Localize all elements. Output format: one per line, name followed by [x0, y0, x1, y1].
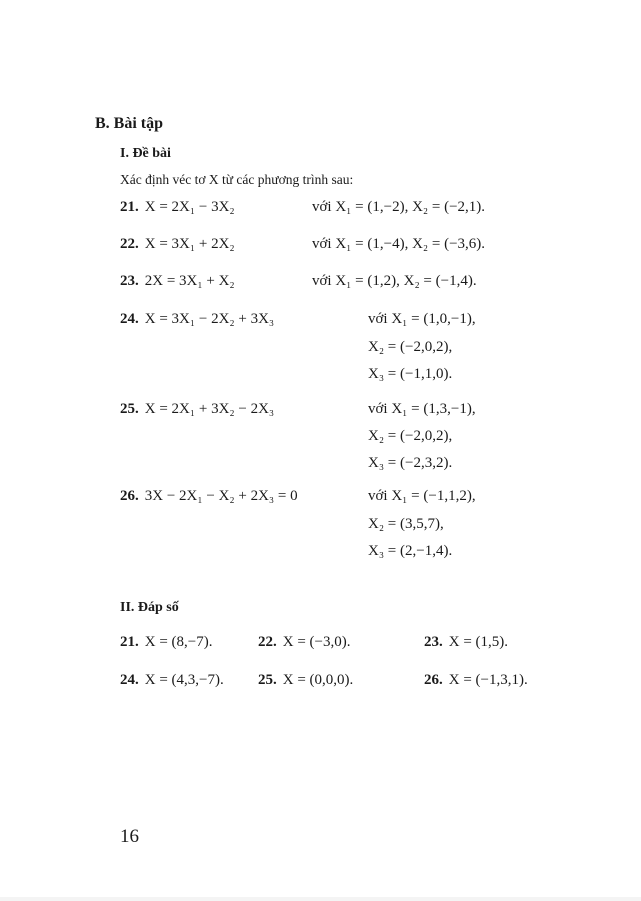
answer-25	[258, 672, 353, 689]
problem-number: 25.	[120, 401, 139, 417]
answer-number: 22.	[258, 634, 277, 650]
answer-number: 21.	[120, 634, 139, 650]
problem-number: 21.	[120, 199, 139, 215]
problem-26	[120, 488, 298, 505]
answer-number: 26.	[424, 672, 443, 688]
answer-number: 23.	[424, 634, 443, 650]
problem-equation: X = 3X₁ + 2X₂	[144, 236, 235, 252]
answer-22	[258, 634, 351, 651]
part2-heading: II. Đáp số	[120, 600, 179, 615]
answer-value: X = (1,5).	[448, 634, 509, 650]
answer-number: 24.	[120, 672, 139, 688]
answer-number: 25.	[258, 672, 277, 688]
problem-25	[120, 401, 274, 418]
problem-25-vector-2: X₂ = (−2,0,2),	[368, 428, 453, 444]
problem-equation: X = 2X₁ + 3X₂ − 2X₃	[144, 401, 275, 417]
problem-number: 23.	[120, 273, 139, 289]
problem-24-vector-3: X₃ = (−1,1,0).	[368, 366, 453, 382]
problem-26-vector-3: X₃ = (2,−1,4).	[368, 543, 453, 559]
answer-23	[424, 634, 508, 651]
problem-24-vector-2: X₂ = (−2,0,2),	[368, 339, 453, 355]
answer-value: X = (−1,3,1).	[448, 672, 528, 688]
page-bottom-edge	[0, 897, 641, 901]
problem-21	[120, 199, 235, 216]
problem-24	[120, 311, 274, 328]
answer-value: X = (−3,0).	[282, 634, 351, 650]
problem-23-vectors: với X₁ = (1,2), X₂ = (−1,4).	[312, 273, 477, 289]
problem-equation: 2X = 3X₁ + X₂	[144, 273, 235, 289]
section-heading: B. Bài tập	[95, 115, 164, 132]
answer-21	[120, 634, 213, 651]
problem-number: 24.	[120, 311, 139, 327]
problem-26-vector-2: X₂ = (3,5,7),	[368, 516, 444, 532]
problem-25-vector-3: X₃ = (−2,3,2).	[368, 455, 453, 471]
problem-number: 22.	[120, 236, 139, 252]
problem-equation: 3X − 2X₁ − X₂ + 2X₃ = 0	[144, 488, 298, 504]
problem-equation: X = 2X₁ − 3X₂	[144, 199, 235, 215]
problem-equation: X = 3X₁ − 2X₂ + 3X₃	[144, 311, 275, 327]
answer-value: X = (8,−7).	[144, 634, 213, 650]
page-number: 16	[120, 826, 139, 847]
problem-25-vector-1: với X₁ = (1,3,−1),	[368, 401, 476, 417]
problem-22	[120, 236, 235, 253]
problem-23	[120, 273, 235, 290]
problem-26-vector-1: với X₁ = (−1,1,2),	[368, 488, 476, 504]
answer-24	[120, 672, 224, 689]
part1-heading: I. Đề bài	[120, 146, 171, 161]
problem-24-vector-1: với X₁ = (1,0,−1),	[368, 311, 476, 327]
problem-22-vectors: với X₁ = (1,−4), X₂ = (−3,6).	[312, 236, 486, 252]
problem-21-vectors: với X₁ = (1,−2), X₂ = (−2,1).	[312, 199, 486, 215]
answer-value: X = (0,0,0).	[282, 672, 354, 688]
problem-number: 26.	[120, 488, 139, 504]
answer-value: X = (4,3,−7).	[144, 672, 224, 688]
answer-26	[424, 672, 528, 689]
intro-text: Xác định véc tơ X từ các phương trình sau:	[120, 172, 354, 187]
